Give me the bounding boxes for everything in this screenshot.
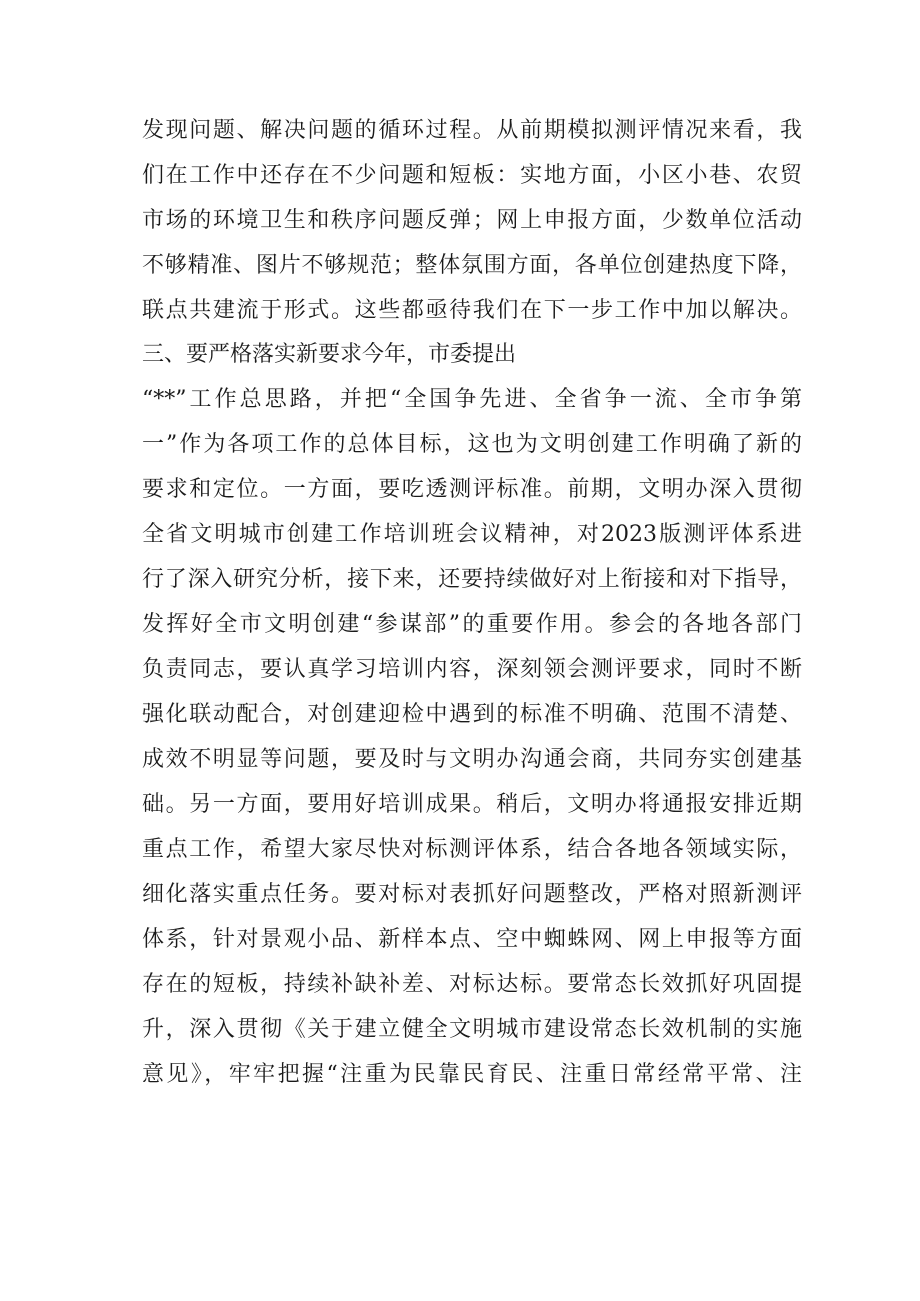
text-line: 成效不明显等问题，要及时与文明办沟通会商，共同夯实创建基 bbox=[142, 747, 802, 772]
text-line: 发挥好全市文明创建“参谋部”的重要作用。参会的各地各部门 bbox=[142, 612, 802, 637]
text-line: 行了深入研究分析，接下来，还要持续做好对上衔接和对下指导， bbox=[142, 567, 802, 592]
text-line: 体系，针对景观小品、新样本点、空中蜘蛛网、网上申报等方面 bbox=[142, 927, 802, 952]
text-line: 市场的环境卫生和秩序问题反弹；网上申报方面，少数单位活动 bbox=[142, 208, 802, 233]
text-line: 一”作为各项工作的总体目标，这也为文明创建工作明确了新的 bbox=[142, 432, 802, 457]
text-line: 发现问题、解决问题的循环过程。从前期模拟测评情况来看，我 bbox=[142, 118, 802, 143]
text-line: 础。另一方面，要用好培训成果。稍后，文明办将通报安排近期 bbox=[142, 792, 802, 817]
text-line: 存在的短板，持续补缺补差、对标达标。要常态长效抓好巩固提 bbox=[142, 972, 802, 997]
text-line: 全省文明城市创建工作培训班会议精神，对2023版测评体系进 bbox=[142, 522, 802, 547]
text-line: 联点共建流于形式。这些都亟待我们在下一步工作中加以解决。 bbox=[142, 298, 802, 323]
text-line: 负责同志，要认真学习培训内容，深刻领会测评要求，同时不断 bbox=[142, 657, 802, 682]
text-line: 不够精准、图片不够规范；整体氛围方面，各单位创建热度下降， bbox=[142, 253, 802, 278]
text-line: 要求和定位。一方面，要吃透测评标准。前期，文明办深入贯彻 bbox=[142, 477, 802, 502]
section-heading: 三、要严格落实新要求今年，市委提出 bbox=[142, 342, 517, 367]
text-line: 强化联动配合，对创建迎检中遇到的标准不明确、范围不清楚、 bbox=[142, 702, 802, 727]
text-line: 升，深入贯彻《关于建立健全文明城市建设常态长效机制的实施 bbox=[142, 1017, 802, 1042]
text-line: 重点工作，希望大家尽快对标测评体系，结合各地各领域实际， bbox=[142, 837, 802, 862]
text-line: 细化落实重点任务。要对标对表抓好问题整改，严格对照新测评 bbox=[142, 882, 802, 907]
text-line: 们在工作中还存在不少问题和短板：实地方面，小区小巷、农贸 bbox=[142, 163, 802, 188]
text-line: “**”工作总思路，并把“全国争先进、全省争一流、全市争第 bbox=[142, 387, 802, 412]
text-line: 意见》，牢牢把握“注重为民靠民育民、注重日常经常平常、注 bbox=[142, 1062, 802, 1087]
